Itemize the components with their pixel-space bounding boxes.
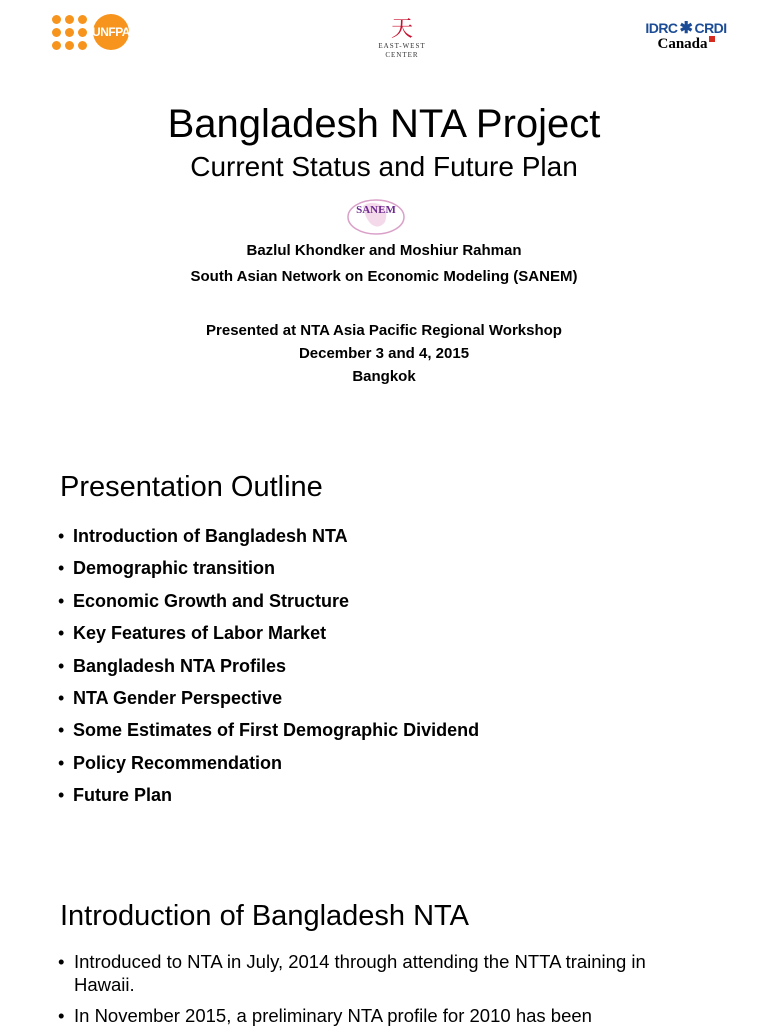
canada-flag-icon bbox=[709, 36, 715, 42]
list-item: • Some Estimates of First Demographic Dividend bbox=[58, 714, 479, 746]
presented-at: Presented at NTA Asia Pacific Regional Workshop bbox=[206, 322, 562, 339]
outline-title: Presentation Outline bbox=[60, 471, 323, 503]
title-slide bbox=[0, 0, 768, 420]
slide-title: Bangladesh NTA Project bbox=[167, 102, 601, 146]
sanem-logo-icon bbox=[345, 196, 407, 236]
authors: Bazlul Khondker and Moshiur Rahman bbox=[246, 242, 522, 259]
list-item: • Introduced to NTA in July, 2014 through attending the NTTA training in Hawaii. bbox=[58, 950, 708, 996]
presentation-location: Bangkok bbox=[352, 368, 416, 385]
list-item: • Demographic transition bbox=[58, 552, 479, 584]
list-item: • Future Plan bbox=[58, 779, 479, 811]
list-item: • Policy Recommendation bbox=[58, 747, 479, 779]
intro-title: Introduction of Bangladesh NTA bbox=[60, 900, 469, 932]
list-item: • Key Features of Labor Market bbox=[58, 617, 479, 649]
intro-list bbox=[58, 950, 708, 1035]
list-item: • Introduction of Bangladesh NTA bbox=[58, 520, 479, 552]
outline-list bbox=[58, 520, 479, 812]
list-item: • Bangladesh NTA Profiles bbox=[58, 650, 479, 682]
ewc-line2: CENTER bbox=[385, 51, 419, 59]
idrc-logo bbox=[646, 18, 726, 53]
sanem-logo-text: SANEM bbox=[356, 204, 396, 216]
presentation-date: December 3 and 4, 2015 bbox=[298, 345, 470, 362]
canada-wordmark: Canada bbox=[646, 36, 726, 53]
organization: South Asian Network on Economic Modeling (SANEM) bbox=[190, 268, 578, 285]
list-item: • Economic Growth and Structure bbox=[58, 585, 479, 617]
unfpa-emblem-icon bbox=[93, 14, 129, 50]
unfpa-dots-icon bbox=[52, 15, 87, 50]
east-west-center-logo bbox=[362, 18, 442, 60]
idrc-snowflake-icon: ✱ bbox=[679, 20, 693, 37]
unfpa-logo-text: UNFPA bbox=[92, 25, 130, 39]
slide-subtitle: Current Status and Future Plan bbox=[190, 151, 578, 182]
east-west-center-emblem-icon: 天 bbox=[390, 17, 413, 42]
ewc-line1: EAST-WEST bbox=[378, 42, 426, 50]
list-item: • NTA Gender Perspective bbox=[58, 682, 479, 714]
unfpa-logo bbox=[52, 14, 129, 50]
crdi-text: CRDI bbox=[694, 20, 727, 36]
idrc-text: IDRC bbox=[645, 20, 678, 36]
list-item: • In November 2015, a preliminary NTA profile for 2010 has been bbox=[58, 1004, 708, 1027]
